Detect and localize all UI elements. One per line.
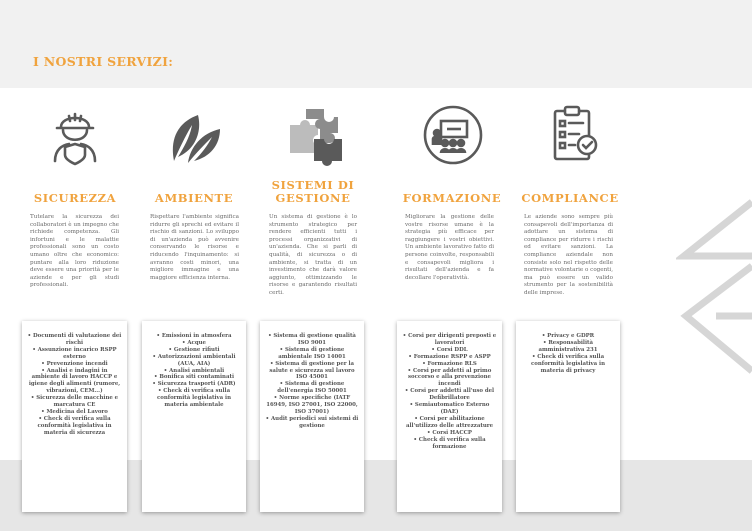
service-list-item: • Corsi HACCP <box>402 430 497 437</box>
service-list-sistemi-di-gestione <box>265 333 359 430</box>
service-list-item: • Corsi per addetti al primo soccorso e alla prevenzione incendi <box>402 368 497 389</box>
service-list-compliance <box>521 333 615 374</box>
service-card-formazione <box>397 321 502 512</box>
service-list-item: • Sistema di gestione per la salute e sicurezza sul lavoro ISO 45001 <box>265 361 359 382</box>
service-list-item: • Sicurezza trasporti (ADR) <box>147 381 241 388</box>
service-list-item: • Check di verifica sulla conformità legislativa in materia di sicurezza <box>27 416 122 437</box>
service-title-ambiente: AMBIENTE <box>154 191 234 205</box>
service-list-sicurezza <box>27 333 122 437</box>
service-list-item: • Corsi per abilitazione all'utilizzo delle attrezzature <box>402 416 497 430</box>
service-list-item: • Privacy e GDPR <box>521 333 615 340</box>
service-title-sicurezza: SICUREZZA <box>33 191 117 205</box>
service-list-item: • Assunzione incarico RSPP esterno <box>27 347 122 361</box>
service-list-formazione <box>402 333 497 450</box>
service-list-item: • Check di verifica sulla conformità legislativa in materia di privacy <box>521 354 615 375</box>
service-description-ambiente: Rispettare l'ambiente significa ridurre gli sprechi ed evitare il rischio di sanzioni. Lo sviluppo di un'azienda può avvenire conservando le risorse e riducendo l'inquinamento: si avranno costi minori, una migliore immagine e una maggiore efficienza interna. <box>150 214 239 281</box>
puzzle-pieces-icon <box>284 103 348 167</box>
service-card-sicurezza <box>22 321 127 512</box>
service-list-item: • Gestione rifiuti <box>147 347 241 354</box>
service-card-ambiente <box>142 321 246 512</box>
service-list-ambiente <box>147 333 241 409</box>
service-list-item: • Check di verifica sulla formazione <box>402 437 497 451</box>
service-description-sistemi-di-gestione: Un sistema di gestione è lo strumento strategico per rendere efficienti tutti i processi organizzativi di un'azienda. Che si parli di qualità, di sicurezza o di ambiente, si tratta di un investimento che darà valore aggiunto, ottimizzando le risorse e garantendo risultati certi. <box>269 214 357 296</box>
worker-helmet-shield-icon <box>43 103 107 167</box>
service-list-item: • Corsi per dirigenti preposti e lavoratori <box>402 333 497 347</box>
service-list-item: • Autorizzazioni ambientali (AUA, AIA) <box>147 354 241 368</box>
leaves-icon <box>164 103 228 167</box>
service-list-item: • Sistema di gestione dell'energia ISO 50001 <box>265 381 359 395</box>
brand-logo-watermark <box>676 196 752 386</box>
service-list-item: • Emissioni in atmosfera <box>147 333 241 340</box>
service-list-item: • Formazione RSPP e ASPP <box>402 354 497 361</box>
service-list-item: • Corsi per addetti all'uso del Defibrillatore <box>402 388 497 402</box>
service-list-item: • Analisi e indagini in ambiente di lavoro HACCP e igiene degli alimenti (rumore, vibrazioni, CEM...) <box>27 368 122 396</box>
training-presentation-icon <box>421 103 485 167</box>
service-list-item: • Sistema di gestione ambientale ISO 14001 <box>265 347 359 361</box>
service-list-item: • Semiautomatico Esterno (DAE) <box>402 402 497 416</box>
service-list-item: • Check di verifica sulla conformità legislativa in materia ambientale <box>147 388 241 409</box>
service-description-compliance: Le aziende sono sempre più consapevoli dell'importanza di adottare un sistema di compliance per ridurre i rischi ed evitare sanzioni. La compliance aziendale non consiste solo nel rispetto delle normative volontarie o cogenti, ma può essere un valido strumento per la sostenibilità delle imprese. <box>524 214 613 296</box>
service-list-item: • Responsabilità amministrativa 231 <box>521 340 615 354</box>
service-list-item: • Documenti di valutazione dei rischi <box>27 333 122 347</box>
service-list-item: • Norme specifiche (IATF 16949, ISO 27001, ISO 22000, ISO 37001) <box>265 395 359 416</box>
service-list-item: • Prevenzione incendi <box>27 361 122 368</box>
service-list-item: • Analisi ambientali <box>147 368 241 375</box>
page-title: I NOSTRI SERVIZI: <box>33 54 174 69</box>
service-title-compliance: COMPLIANCE <box>521 191 619 205</box>
service-list-item: • Acque <box>147 340 241 347</box>
service-card-compliance <box>516 321 620 512</box>
service-list-item: • Audit periodici sui sistemi di gestione <box>265 416 359 430</box>
service-list-item: • Formazione RLS <box>402 361 497 368</box>
service-list-item: • Corsi DDL <box>402 347 497 354</box>
service-description-sicurezza: Tutelare la sicurezza dei collaboratori è un impegno che richiede competenza. Gli infortuni e le malattie professionali sono un costo umano oltre che economico: puntare alla loro riduzione deve essere una priorità per le aziende e per gli studi professionali. <box>30 214 119 289</box>
service-list-item: • Medicina del Lavoro <box>27 409 122 416</box>
service-card-sistemi-di-gestione <box>260 321 364 512</box>
header-band <box>0 0 752 88</box>
service-list-item: • Sistema di gestione qualità ISO 9001 <box>265 333 359 347</box>
service-description-formazione: Migliorare la gestione delle vostre risorse umane è la strategia più efficace per raggiungere i vostri obiettivi. Un ambiente lavorativo fatto di persone coinvolte, responsabili e consapevoli migliora i risultati dell'azienda e fa decollare l'operatività. <box>405 214 494 281</box>
service-title-formazione: FORMAZIONE <box>402 191 502 205</box>
checklist-clipboard-icon <box>543 103 607 167</box>
service-list-item: • Bonifica siti contaminati <box>147 374 241 381</box>
service-title-sistemi-di-gestione: SISTEMI DI GESTIONE <box>271 178 355 205</box>
service-list-item: • Sicurezza delle macchine e marcatura CE <box>27 395 122 409</box>
